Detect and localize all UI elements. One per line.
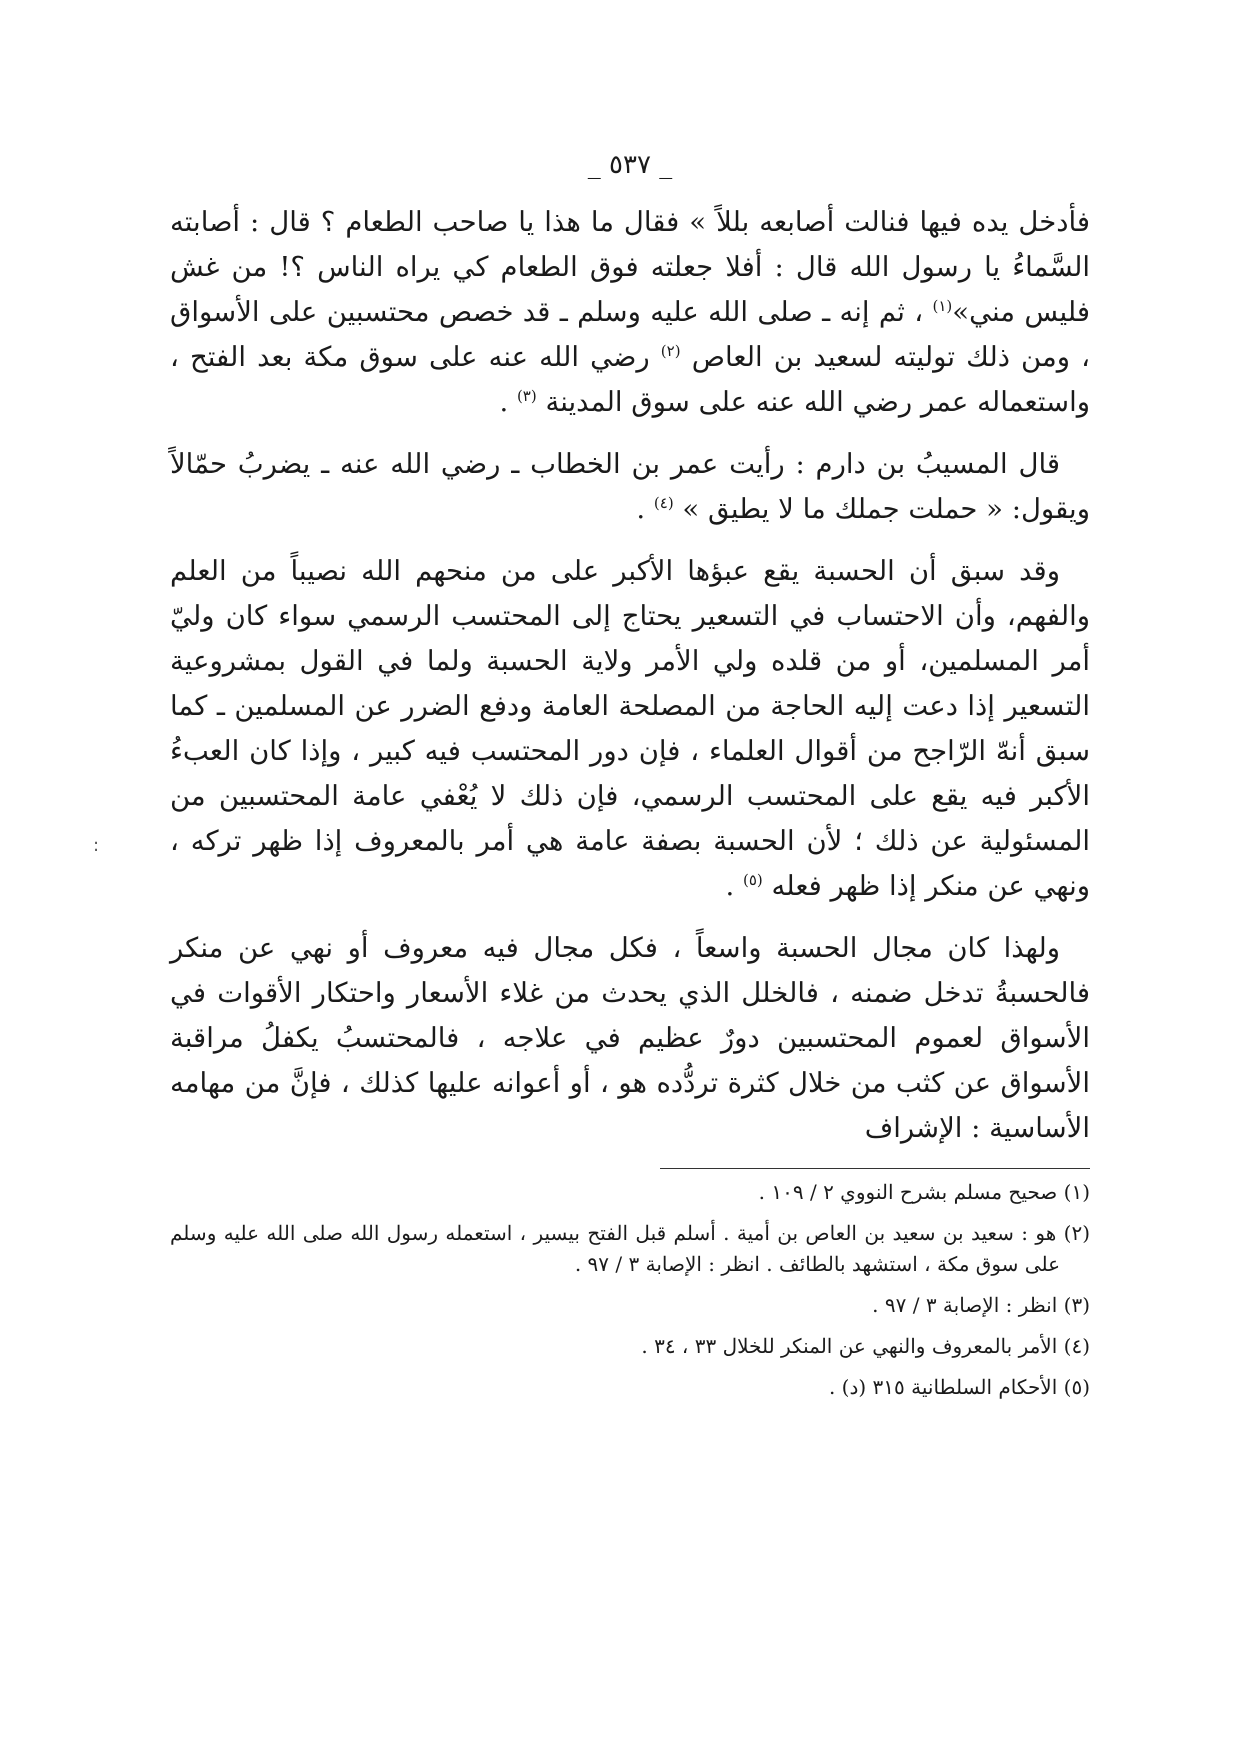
paragraph [170,926,1090,1151]
footnote-reference: (٥) [742,870,763,889]
footnote-reference: (٢) [660,341,681,360]
page-number: _ ٥٣٧ _ [587,150,673,180]
paragraph-text: ، ثم إنه ـ صلى الله عليه وسلم ـ قد خصص محتسبين على الأسواق ، ومن ذلك توليته لسعيد بن العاص [170,296,1090,373]
footnote: (١) صحيح مسلم بشرح النووي ٢ / ١٠٩ . [758,1180,1090,1204]
paragraph [170,200,1090,425]
margin-mark: : [93,835,100,856]
footnote-reference: (٣) [516,386,537,405]
footnote-divider [660,1168,1090,1169]
paragraph-text: . [636,493,654,525]
paragraph [170,442,1090,532]
footnotes [170,1177,1090,1403]
paragraph-text: ولهذا كان مجال الحسبة واسعاً ، فكل مجال فيه معروف أو نهي عن منكر فالحسبةُ تدخل ضمنه ، فالخلل الذي يحدث من غلاء الأسعار واحتكار الأقوات في الأسواق لعموم المحتسبين دورٌ عظيم في علاجه ، فالمحتسبُ يكفلُ مراقبة الأسواق عن كثب من خلال كثرة تردُّده هو ، أو أعوانه عليها كذلك ، فإنَّ من مهامه الأساسية : الإشراف [170,932,1090,1144]
footnote: (٤) الأمر بالمعروف والنهي عن المنكر للخلال ٣٣ ، ٣٤ . [641,1334,1090,1358]
paragraph-text: . [499,386,517,418]
footnote-reference: (١) [932,296,953,315]
document-page [170,150,1090,1413]
paragraph-text: فأدخل يده فيها فنالت أصابعه بللاً » فقال ما هذا يا صاحب الطعام ؟ قال : أصابته السَّماءُ يا رسول الله قال : أفلا جعلته فوق الطعام كي يراه الناس ؟! من غش فليس مني» [170,206,1090,328]
footnote-reference: (٤) [653,493,674,512]
paragraph-text: وقد سبق أن الحسبة يقع عبؤها الأكبر على من منحهم الله نصيباً من العلم والفهم، وأن الاحتساب في التسعير يحتاج إلى المحتسب الرسمي سواء كان وليّ أمر المسلمين، أو من قلده ولي الأمر ولاية الحسبة ولما في القول بمشروعية التسعير إذا دعت إليه الحاجة من المصلحة العامة ودفع الضرر عن المسلمين ـ كما سبق أنهّ الرّاجح من أقوال العلماء ، فإن دور المحتسب فيه كبير ، وإذا كان العبءُ الأكبر فيه يقع على المحتسب الرسمي، فإن ذلك لا يُعْفي عامة المحتسبين من المسئولية عن ذلك ؛ لأن الحسبة بصفة عامة هي أمر بالمعروف إذا ظهر تركه ، ونهي عن منكر إذا ظهر فعله [170,555,1090,902]
paragraph [170,549,1090,909]
paragraph-text: . [725,870,743,902]
footnote: (٣) انظر : الإصابة ٣ / ٩٧ . [872,1293,1090,1317]
body-text [170,200,1090,1151]
paragraph-text: رضي الله عنه على سوق مكة بعد الفتح ، واستعماله عمر رضي الله عنه على سوق المدينة [170,341,1090,418]
paragraph-text: قال المسيبُ بن دارم : رأيت عمر بن الخطاب ـ رضي الله عنه ـ يضربُ حمّالاً ويقول: « حملت جملك ما لا يطيق » [170,448,1090,525]
footnote: (٥) الأحكام السلطانية ٣١٥ (د) . [828,1375,1090,1399]
footnote: (٢) هو : سعيد بن سعيد بن العاص بن أمية . أسلم قبل الفتح بيسير ، استعمله رسول الله صلى الله عليه وسلم على سوق مكة ، استشهد بالطائف . انظر : الإصابة ٣ / ٩٧ . [170,1221,1090,1276]
